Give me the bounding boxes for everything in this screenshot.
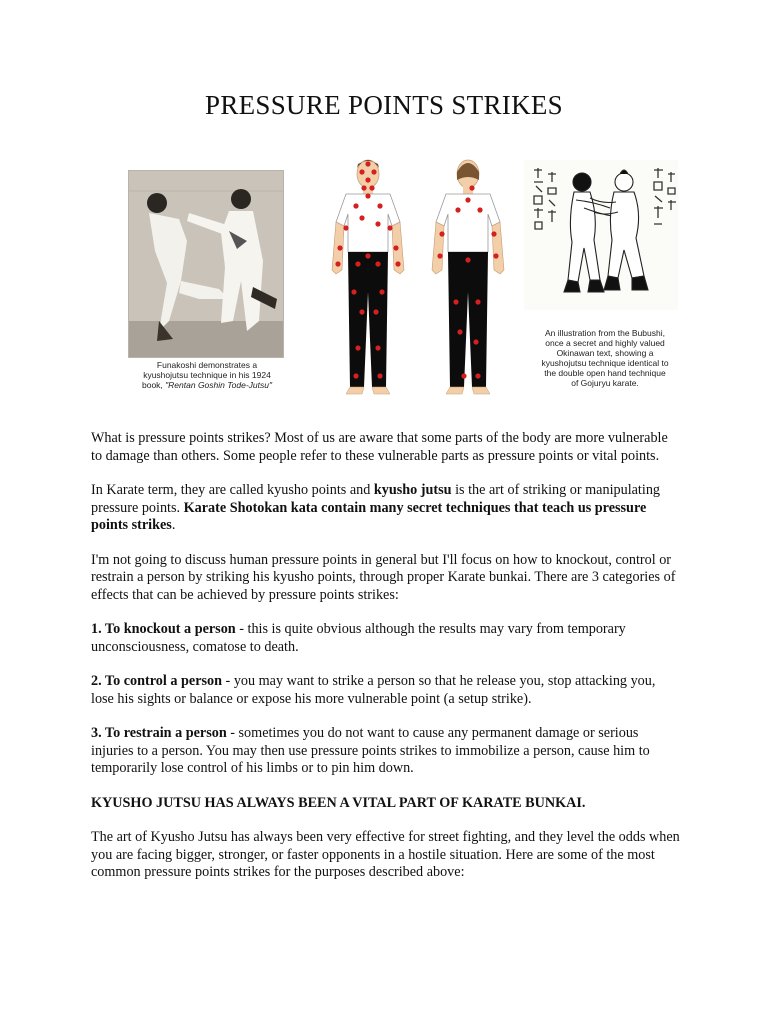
- pressure-point-dot: [473, 339, 478, 344]
- pressure-point-dot: [365, 161, 370, 166]
- pressure-point-dot: [375, 221, 380, 226]
- sketch-caption-line: of Gojuryu karate.: [571, 378, 639, 388]
- pressure-point-dot: [439, 231, 444, 236]
- text-run: - this is quite obvious although the results may vary from temporary unconsciousness, comatose to death.: [91, 621, 626, 655]
- pressure-point-dot: [351, 289, 356, 294]
- sketch-caption-line: the double open hand technique: [544, 368, 666, 378]
- pressure-point-dot: [365, 193, 370, 198]
- pressure-point-dot: [475, 299, 480, 304]
- funakoshi-photo-image: [129, 171, 283, 357]
- pressure-point-dot: [469, 185, 474, 190]
- pressure-point-dot: [373, 309, 378, 314]
- paragraph-street-fighting: The art of Kyusho Jutsu has always been very effective for street fighting, and they level the odds when you are facing bigger, stronger, or faster opponents in a hostile situation. Here are some of the most common pressure points strikes for the purposes described above:: [91, 829, 680, 880]
- sketch-caption: [520, 328, 690, 388]
- pressure-point-dot: [461, 373, 466, 378]
- page-title: PRESSURE POINTS STRIKES: [205, 90, 563, 120]
- pressure-point-dot: [369, 185, 374, 190]
- pressure-point-dot: [377, 373, 382, 378]
- pressure-point-dot: [465, 257, 470, 262]
- pressure-point-dot: [393, 245, 398, 250]
- pressure-point-dot: [379, 289, 384, 294]
- text-run: .: [171, 517, 176, 533]
- photo-caption-line: kyushojutsu technique in his 1924: [143, 370, 271, 380]
- pressure-point-dot: [355, 261, 360, 266]
- pressure-point-dot: [361, 185, 366, 190]
- pressure-point-dot: [359, 169, 364, 174]
- paragraph-kyusho: [91, 482, 681, 535]
- pressure-point-dot: [353, 203, 358, 208]
- paragraph-restrain: [91, 725, 681, 778]
- pressure-point-dot: [453, 299, 458, 304]
- pressure-point-dot: [477, 207, 482, 212]
- text-run: - you may want to strike a person so that he release you, stop attacking you, lose his sights or balance or expose his more vulnerable point (a setup strike).: [91, 673, 656, 707]
- pressure-point-dot: [377, 203, 382, 208]
- bubushi-illustration: [524, 160, 678, 310]
- photo-caption-line: [122, 380, 292, 390]
- pressure-point-dot: [457, 329, 462, 334]
- pressure-point-dot: [475, 373, 480, 378]
- bold-restrain-label: 3. To restrain a person: [91, 725, 227, 741]
- pressure-point-dot: [375, 261, 380, 266]
- pressure-point-dot: [395, 261, 400, 266]
- pressure-point-dot: [353, 373, 358, 378]
- pressure-point-dot: [343, 225, 348, 230]
- paragraph-intro: What is pressure points strikes? Most of us are aware that some parts of the body are more vulnerable to damage than others. Some people refer to these vulnerable parts as pressure points or vital points.: [91, 430, 668, 464]
- sketch-caption-line: kyushojutsu technique identical to: [541, 358, 669, 368]
- funakoshi-photo: [128, 170, 284, 358]
- bold-kyusho-jutsu: kyusho jutsu: [373, 482, 452, 498]
- section-heading-text: KYUSHO JUTSU HAS ALWAYS BEEN A VITAL PART OF KARATE BUNKAI.: [91, 794, 586, 811]
- pressure-point-dot: [335, 261, 340, 266]
- pressure-point-dot: [359, 215, 364, 220]
- pressure-point-dot: [365, 253, 370, 258]
- pressure-point-dot: [337, 245, 342, 250]
- pressure-point-dot: [437, 253, 442, 258]
- pressure-point-dot: [455, 207, 460, 212]
- bubushi-illustration-image: [524, 160, 678, 310]
- text-run: In Karate term, they are called kyusho points and: [91, 482, 374, 498]
- text-run: is the art of striking or manipulating pressure points.: [91, 482, 661, 516]
- article-body: [91, 430, 681, 899]
- photo-caption-line: Funakoshi demonstrates a: [156, 360, 258, 370]
- pressure-point-dot: [387, 225, 392, 230]
- pressure-point-dot: [355, 345, 360, 350]
- photo-caption-book-title: "Rentan Goshin Tode-Jutsu": [165, 380, 272, 390]
- pressure-point-dot: [491, 231, 496, 236]
- pressure-point-dot: [359, 309, 364, 314]
- text-run: - sometimes you do not want to cause any permanent damage or serious injuries to a person. You may then use pressure points strikes to immobilize a person, cause him to temporarily lose control of his limbs or to pin him down.: [91, 725, 650, 776]
- pressure-point-dot: [465, 197, 470, 202]
- sketch-caption-line: An illustration from the Bubushi,: [544, 328, 665, 338]
- photo-caption-prefix: book,: [142, 380, 166, 390]
- back-figure: [432, 160, 504, 394]
- bold-knockout-label: 1. To knockout a person: [91, 621, 236, 637]
- paragraph-knockout: [91, 621, 681, 656]
- figures-row: [0, 140, 768, 410]
- bold-control-label: 2. To control a person: [91, 673, 222, 689]
- pressure-point-dot: [371, 169, 376, 174]
- pressure-point-body-chart: [318, 152, 508, 402]
- body-chart-image: [318, 152, 508, 402]
- section-heading: [91, 795, 681, 813]
- pressure-point-dot: [493, 253, 498, 258]
- sketch-caption-line: Okinawan text, showing a: [556, 348, 654, 358]
- photo-caption: [122, 360, 292, 390]
- pressure-point-dot: [365, 177, 370, 182]
- paragraph-categories: I'm not going to discuss human pressure points in general but I'll focus on how to knockout, control or restrain a person by striking his kyusho points, through proper Karate bunkai. There are 3 categories of effects that can be achieved by pressure points strikes:: [91, 551, 676, 603]
- paragraph-control: [91, 673, 681, 708]
- bold-shotokan-kata: Karate Shotokan kata contain many secret techniques that teach us pressure points strikes: [91, 499, 647, 533]
- pressure-point-dot: [375, 345, 380, 350]
- sketch-caption-line: once a secret and highly valued: [545, 338, 665, 348]
